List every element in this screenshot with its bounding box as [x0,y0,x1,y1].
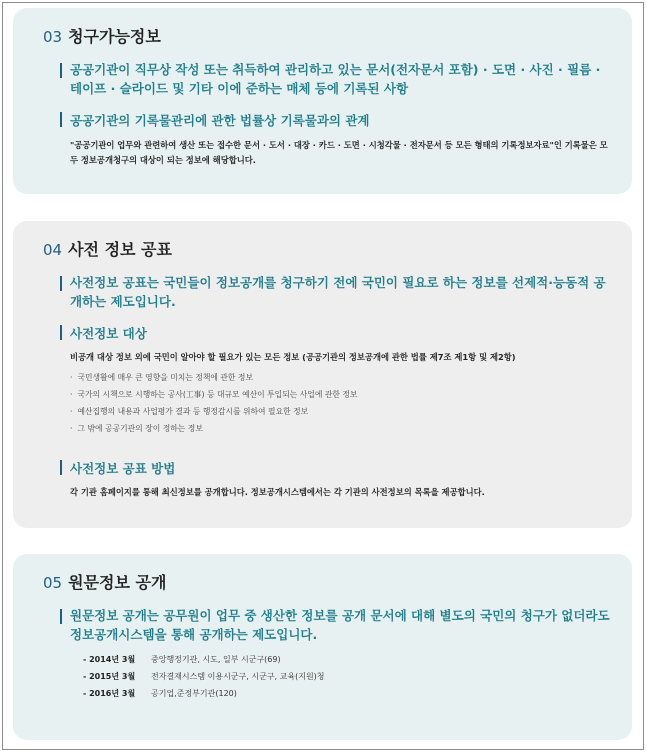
list-item: · 국민생활에 매우 큰 영향을 미치는 정책에 관한 정보 [70,369,357,386]
subheading-prior-info-target: 사전정보 대상 [60,324,147,342]
prior-info-target-description: 비공개 대상 정보 외에 국민이 알아야 할 필요가 있는 모든 정보 (공공기관의 정보공개에 관한 법률 제7조 제1항 및 제2항) [70,352,516,362]
section-card-03 [13,8,632,194]
subheading-prior-info-method: 사전정보 공표 방법 [60,459,175,477]
timeline-scope: 공기업,준정부기관(120) [151,689,237,698]
prior-info-list [70,369,357,437]
section-number: 05 [43,574,63,592]
list-item: · 국가의 시책으로 시행하는 공사(工事) 등 대규모 예산이 투입되는 사업에 관한 정보 [70,386,357,403]
timeline-row [83,685,325,702]
section-lead-05: 원문정보 공개는 공무원이 업무 중 생산한 정보를 공개 문서에 대해 별도의 국민의 청구가 없더라도 정보공개시스템을 통해 공개하는 제도입니다. [60,606,612,644]
section-card-05 [13,554,632,740]
section-lead-04: 사전정보 공표는 국민들이 정보공개를 청구하기 전에 국민이 필요로 하는 정보를 선제적·능동적 공개하는 제도입니다. [60,273,612,311]
timeline-row [83,668,325,685]
list-item: · 예산집행의 내용과 사업평가 결과 등 행정감시를 위하여 필요한 정보 [70,403,357,420]
section-title-text: 사전 정보 공표 [68,240,172,259]
list-item: · 그 밖에 공공기관의 장이 정하는 정보 [70,420,357,437]
timeline-date: - 2015년 3월 [83,672,136,681]
section-number: 04 [43,241,63,259]
section-title-03 [43,24,161,47]
prior-info-method-description: 각 기관 홈페이지를 통해 최신정보를 공개합니다. 정보공개시스템에서는 각 기관의 사전정보의 목록을 제공합니다. [70,487,485,497]
section-card-04 [13,221,632,528]
timeline-row [83,651,325,668]
timeline-date: - 2014년 3월 [83,655,136,664]
section-title-text: 원문정보 공개 [68,573,167,592]
section-number: 03 [43,28,63,46]
subheading-records: 공공기관의 기록물관리에 관한 법률상 기록물과의 관계 [60,111,370,129]
section-title-text: 청구가능정보 [68,27,161,46]
timeline-scope: 전자결재시스템 이용시군구, 시군구, 교육(지원)청 [151,672,325,681]
section-lead-03: 공공기관이 직무상 작성 또는 취득하여 관리하고 있는 문서(전자문서 포함) · 도면 · 사진 · 필름 · 테이프 · 슬라이드 및 기타 이에 준하는 매체 등에 기록된 사항 [60,60,612,98]
rollout-timeline [83,651,325,702]
records-description: "공공기관이 업무와 관련하여 생산 또는 접수한 문서 · 도서 · 대장 · 카드 · 도면 · 시청각물 · 전자문서 등 모든 형태의 기록정보자료"인 기록물은 모두 정보공개청구의 대상이 되는 정보에 해당합니다. [70,140,608,165]
section-title-04 [43,237,172,260]
timeline-date: - 2016년 3월 [83,689,136,698]
timeline-scope: 중앙행정기관, 시도, 일부 시군구(69) [151,655,281,664]
section-title-05 [43,570,166,593]
